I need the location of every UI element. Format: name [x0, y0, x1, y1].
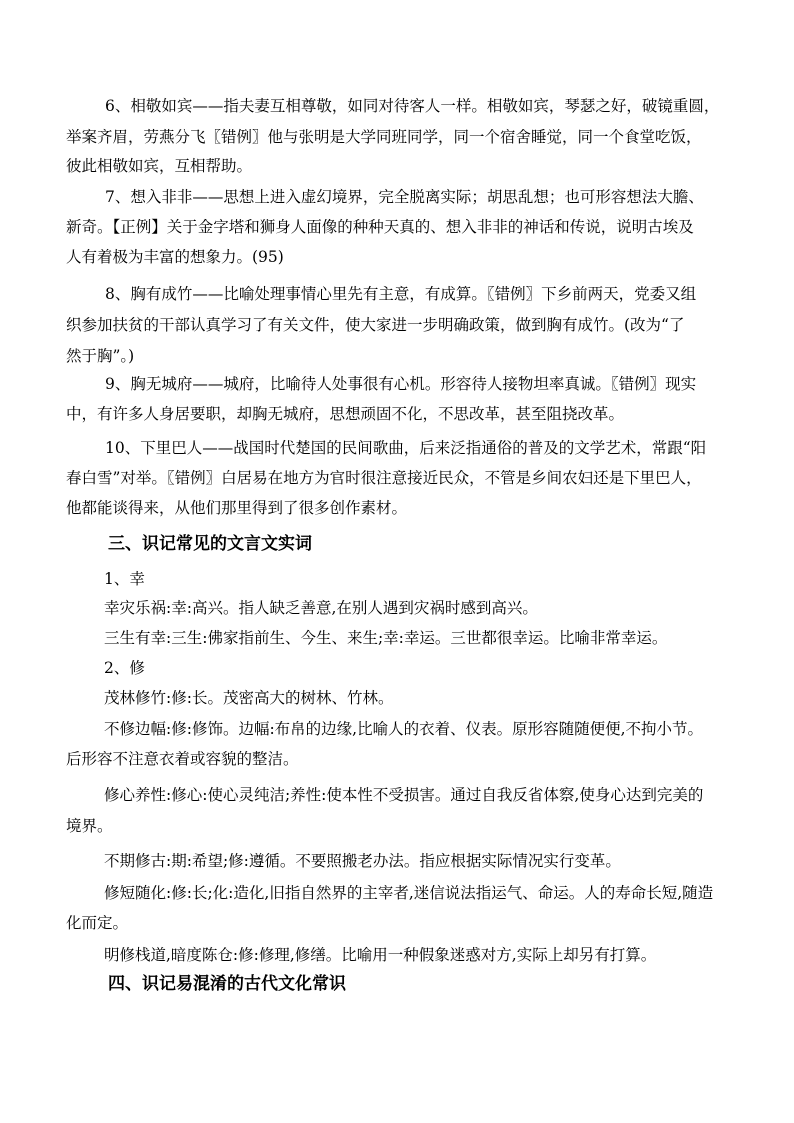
definition-xiuduan-line-2: 化而定。	[66, 914, 129, 932]
definition-sansheng: 三生有幸:三生:佛家指前生、今生、来生;幸:幸运。三世都很幸运。比喻非常幸运。	[104, 629, 668, 647]
definition-maolin: 茂林修竹:修:长。茂密高大的树林、竹林。	[104, 689, 394, 707]
definition-buqi: 不期修古:期:希望;修:遵循。不要照搬老办法。指应根据实际情况实行变革。	[104, 852, 621, 870]
definition-mingxiu: 明修栈道,暗度陈仓:修:修理,修缮。比喻用一种假象迷惑对方,实际上却另有打算。	[104, 946, 657, 964]
entry-9-line-2: 中，有许多人身居要职，却胸无城府，思想顽固不化，不思改革，甚至阻挠改革。	[66, 405, 625, 423]
entry-7-line-3: 人有着极为丰富的想象力。(95)	[66, 248, 284, 266]
entry-8-line-1: 8、胸有成竹——比喻处理事情心里先有主意，有成算。〖错例〗下乡前两天，党委又组	[105, 285, 697, 303]
definition-xiuduan-line-1: 修短随化:修:长;化:造化,旧指自然界的主宰者,迷信说法指运气、命运。人的寿命长短,随造	[104, 884, 714, 902]
section-4-heading: 四、识记易混淆的古代文化常识	[108, 974, 346, 994]
sub-item-2-label: 2、修	[104, 659, 145, 677]
entry-10-line-1: 10、下里巴人——战国时代楚国的民间歌曲，后来泛指通俗的普及的文学艺术，常跟“阳	[105, 439, 707, 457]
definition-buxiu-line-1: 不修边幅:修:修饰。边幅:布帛的边缘,比喻人的衣着、仪表。原形容随随便便,不拘小节。	[104, 720, 704, 738]
entry-7-line-1: 7、想入非非——思想上进入虚幻境界，完全脱离实际；胡思乱想；也可形容想法大膽、	[105, 188, 704, 206]
entry-8-line-2: 织参加扶贫的干部认真学习了有关文件，使大家进一步明确政策，做到胸有成竹。(改为“了	[66, 316, 685, 334]
sub-item-1-label: 1、幸	[104, 570, 145, 588]
entry-7-line-2: 新奇。【正例】关于金字塔和狮身人面像的种种天真的、想入非非的神话和传说，说明古埃及	[66, 218, 694, 236]
entry-10-line-2: 春白雪”对举。〖错例〗白居易在地方为官时很注意接近民众，不管是乡间农妇还是下里巴人，	[66, 469, 702, 487]
entry-10-line-3: 他都能谈得来，从他们那里得到了很多创作素材。	[66, 499, 408, 517]
section-3-heading: 三、识记常见的文言文实词	[108, 534, 312, 554]
entry-6-line-2: 举案齐眉，劳燕分飞〖错例〗他与张明是大学同班同学，同一个宿舍睡觉，同一个食堂吃饭，	[66, 128, 702, 146]
entry-6-line-1: 6、相敬如宾——指夫妻互相尊敬，如同对待客人一样。相敬如宾，琴瑟之好，破镜重圆，	[105, 97, 720, 115]
definition-xingzai: 幸灾乐祸:幸:高兴。指人缺乏善意,在别人遇到灾祸时感到高兴。	[104, 599, 538, 617]
entry-8-line-3: 然于胸”。)	[66, 347, 135, 365]
definition-xiuxin-line-2: 境界。	[66, 817, 113, 835]
entry-6-line-3: 彼此相敬如宾，互相帮助。	[66, 157, 253, 175]
entry-9-line-1: 9、胸无城府——城府，比喻待人处事很有心机。形容待人接物坦率真诚。〖错例〗现实	[105, 375, 697, 393]
definition-xiuxin-line-1: 修心养性:修心:使心灵纯洁;养性:使本性不受损害。通过自我反省体察,使身心达到完美的	[104, 786, 704, 804]
definition-buxiu-line-2: 后形容不注意衣着或容貌的整洁。	[66, 750, 299, 768]
